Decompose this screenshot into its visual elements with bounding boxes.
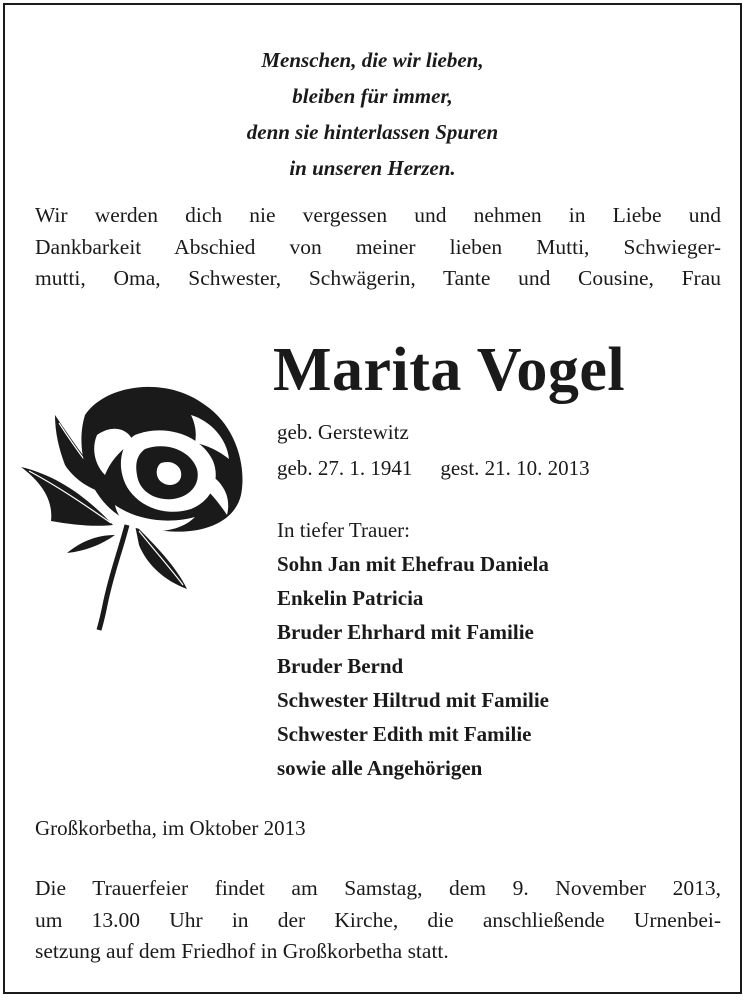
rose-icon	[15, 375, 255, 635]
memorial-poem	[5, 42, 740, 186]
intro-line: Wir werden dich nie vergessen und nehmen in Liebe und	[35, 203, 721, 227]
intro-text	[35, 200, 721, 295]
funeral-line: setzung auf dem Friedhof in Großkorbetha statt.	[35, 939, 449, 963]
maiden-name: geb. Gerstewitz	[277, 420, 409, 444]
birth-date: geb. 27. 1. 1941	[277, 456, 413, 480]
obituary-notice	[3, 3, 742, 994]
funeral-line: Die Trauerfeier findet am Samstag, dem 9. November 2013,	[35, 876, 721, 900]
life-dates	[277, 453, 590, 483]
mourners-label: In tiefer Trauer:	[277, 518, 410, 542]
poem-line: bleiben für immer,	[292, 84, 453, 108]
place-and-date: Großkorbetha, im Oktober 2013	[35, 816, 306, 840]
intro-line: Dankbarkeit Abschied von meiner lieben Mutti, Schwieger-	[35, 234, 721, 259]
poem-line: in unseren Herzen.	[289, 156, 456, 180]
mourner-entry: Schwester Edith mit Familie	[277, 722, 532, 746]
mourner-entry: sowie alle Angehörigen	[277, 756, 483, 780]
mourners-block	[277, 513, 549, 785]
mourner-entry: Bruder Ehrhard mit Familie	[277, 620, 534, 644]
funeral-info	[35, 873, 721, 968]
mourner-entry: Schwester Hiltrud mit Familie	[277, 688, 549, 712]
mourner-entry: Enkelin Patricia	[277, 586, 424, 610]
poem-line: Menschen, die wir lieben,	[261, 48, 484, 72]
deceased-name: Marita Vogel	[273, 336, 626, 404]
mourner-entry: Sohn Jan mit Ehefrau Daniela	[277, 552, 549, 576]
intro-line: mutti, Oma, Schwester, Schwägerin, Tante und Cousine, Frau	[35, 266, 721, 290]
death-date: gest. 21. 10. 2013	[440, 456, 590, 480]
mourner-entry: Bruder Bernd	[277, 654, 404, 678]
poem-line: denn sie hinterlassen Spuren	[246, 120, 499, 144]
funeral-line: um 13.00 Uhr in der Kirche, die anschließende Urnenbei-	[35, 907, 721, 932]
